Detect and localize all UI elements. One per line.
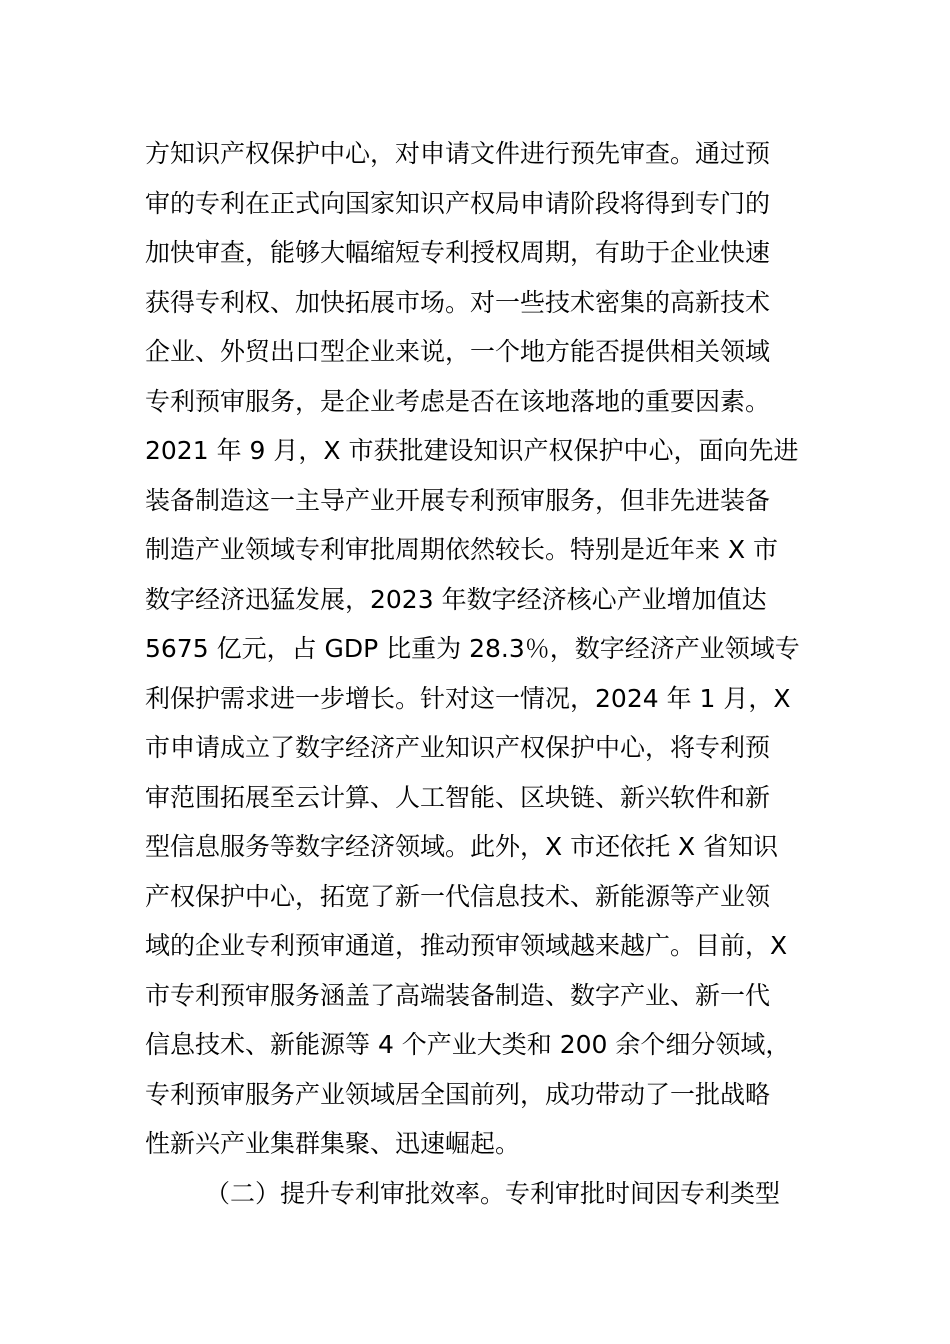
- text-line: 方知识产权保护中心，对申请文件进行预先审查。通过预: [145, 139, 771, 168]
- text-line: 市申请成立了数字经济产业知识产权保护中心，将专利预: [145, 733, 771, 762]
- text-line: 装备制造这一主导产业开展专利预审服务，但非先进装备: [145, 485, 771, 515]
- text-line: 5675 亿元，占 GDP 比重为 28.3％，数字经济产业领域专: [145, 634, 800, 663]
- text-line: 市专利预审服务涵盖了高端装备制造、数字产业、新一代: [145, 980, 771, 1010]
- text-line: 域的企业专利预审通道，推动预审领域越来越广。目前，X: [145, 931, 788, 960]
- body-text: [145, 129, 825, 1218]
- text-line: 性新兴产业集群集聚、迅速崛起。: [145, 1129, 521, 1158]
- text-line: 2021 年 9 月，X 市获批建设知识产权保护中心，面向先进: [145, 436, 799, 465]
- text-line: 信息技术、新能源等 4 个产业大类和 200 余个细分领域，: [145, 1030, 791, 1059]
- text-line: 专利预审服务，是企业考虑是否在该地落地的重要因素。: [145, 386, 771, 416]
- text-line: 制造产业领域专利审批周期依然较长。特别是近年来 X 市: [145, 535, 779, 564]
- section-heading-line: （二）提升专利审批效率。专利审批时间因专利类型: [205, 1178, 781, 1208]
- text-line: 审的专利在正式向国家知识产权局申请阶段将得到专门的: [145, 188, 771, 218]
- text-line: 利保护需求进一步增长。针对这一情况，2024 年 1 月，X: [145, 683, 791, 713]
- text-line: 获得专利权、加快拓展市场。对一些技术密集的高新技术: [145, 287, 771, 317]
- text-line: 产权保护中心，拓宽了新一代信息技术、新能源等产业领: [145, 881, 771, 911]
- text-line: 数字经济迅猛发展，2023 年数字经济核心产业增加值达: [145, 584, 767, 614]
- text-line: 审范围拓展至云计算、人工智能、区块链、新兴软件和新: [145, 782, 771, 812]
- text-line: 加快审查，能够大幅缩短专利授权周期，有助于企业快速: [145, 238, 771, 267]
- text-line: 企业、外贸出口型企业来说，一个地方能否提供相关领域: [145, 337, 771, 366]
- text-line: 专利预审服务产业领域居全国前列，成功带动了一批战略: [145, 1079, 771, 1109]
- text-line: 型信息服务等数字经济领域。此外，X 市还依托 X 省知识: [145, 832, 779, 861]
